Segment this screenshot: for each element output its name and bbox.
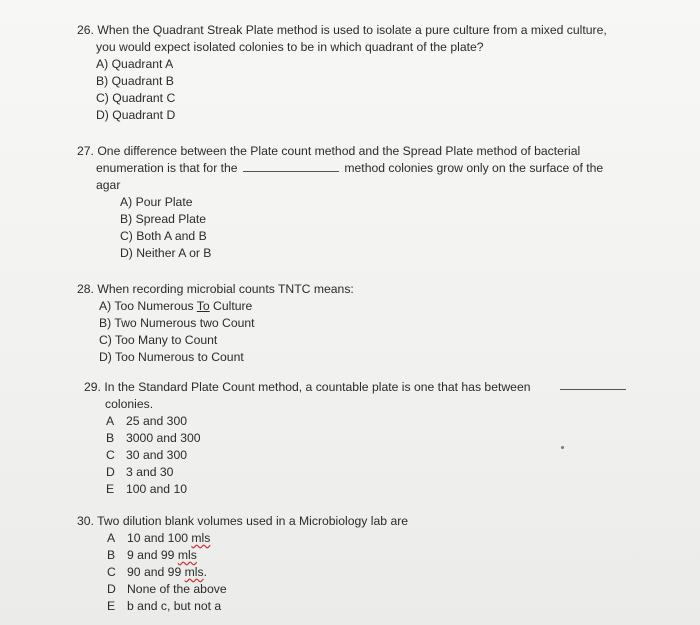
question-29-option-a[interactable] [106,413,531,430]
question-27-stem-line2b: method colonies grow only on the surface of the [344,161,604,175]
option-a-text-underlined: To [196,299,210,313]
question-26-option-c[interactable]: C) Quadrant C [96,91,176,105]
question-30-option-e[interactable] [107,598,408,615]
question-29 [84,379,531,498]
option-text: None of the above [127,582,227,596]
question-27-option-b[interactable]: B) Spread Plate [120,212,207,226]
question-28 [77,281,354,366]
option-letter: D [107,582,116,596]
option-text-post: . [203,565,207,579]
question-28-option-a[interactable] [99,298,354,315]
question-26-stem-line1: 26. When the Quadrant Streak Plate method is used to isolate a pure culture from a mixed culture, [77,23,607,37]
question-30-option-c[interactable] [107,564,408,581]
question-26-stem-line2: you would expect isolated colonies to be in which quadrant of the plate? [96,40,484,54]
question-27-stem-line1: 27. One difference between the Plate count method and the Spread Plate method of bacterial [77,144,581,158]
option-letter: B [106,431,115,445]
option-a-text-post: Culture [209,299,253,313]
question-26-option-d[interactable]: D) Quadrant D [96,108,176,122]
option-letter: D [106,465,115,479]
question-29-answer-blank[interactable] [560,389,626,390]
question-27-stem-line3: agar [96,178,121,192]
option-text-flagged: mls [191,531,211,545]
question-27-option-d[interactable]: D) Neither A or B [120,246,212,260]
option-text: 10 and 100 [127,531,192,545]
question-26-option-a[interactable]: A) Quadrant A [96,57,174,71]
option-text-flagged: mls [184,565,204,579]
question-27-answer-blank[interactable] [243,160,339,172]
question-29-option-e[interactable] [106,481,531,498]
option-text: 3000 and 300 [126,431,201,445]
question-27-option-c[interactable]: C) Both A and B [120,229,207,243]
question-26-option-b[interactable]: B) Quadrant B [96,74,174,88]
question-28-option-d[interactable]: D) Too Numerous to Count [99,350,244,364]
option-text: 25 and 300 [126,414,187,428]
option-letter: A [107,531,116,545]
question-30-stem: 30. Two dilution blank volumes used in a Microbiology lab are [77,514,409,528]
question-29-stem-line1: 29. In the Standard Plate Count method, a countable plate is one that has between [84,380,531,394]
option-letter: C [107,565,116,579]
option-text: 30 and 300 [126,448,187,462]
question-27 [77,143,603,262]
option-text: 100 and 10 [126,482,187,496]
question-29-option-d[interactable] [106,464,531,481]
question-30-option-d[interactable] [107,581,408,598]
question-30-option-b[interactable] [107,547,408,564]
option-text: 3 and 30 [126,465,174,479]
option-letter: A [106,414,115,428]
question-27-stem-line2a: enumeration is that for the [96,161,238,175]
question-28-option-c[interactable]: C) Too Many to Count [99,333,218,347]
option-letter: E [107,599,116,613]
question-28-option-b[interactable]: B) Two Numerous two Count [99,316,255,330]
option-letter: B [107,548,116,562]
question-29-option-b[interactable] [106,430,531,447]
option-text: 9 and 99 [127,548,178,562]
question-27-option-a[interactable]: A) Pour Plate [120,195,193,209]
option-a-text-pre: A) Too Numerous [99,299,197,313]
question-30-option-a[interactable] [107,530,408,547]
option-text: 90 and 99 [127,565,185,579]
option-text-flagged: mls [177,548,197,562]
question-28-stem: 28. When recording microbial counts TNTC means: [77,282,354,296]
stray-mark [561,446,564,449]
question-30 [77,513,408,615]
option-text: b and c, but not a [127,599,222,613]
option-letter: C [106,448,115,462]
question-29-stem-line2: colonies. [105,397,154,411]
question-29-option-c[interactable] [106,447,531,464]
question-26 [77,22,607,124]
option-letter: E [106,482,115,496]
